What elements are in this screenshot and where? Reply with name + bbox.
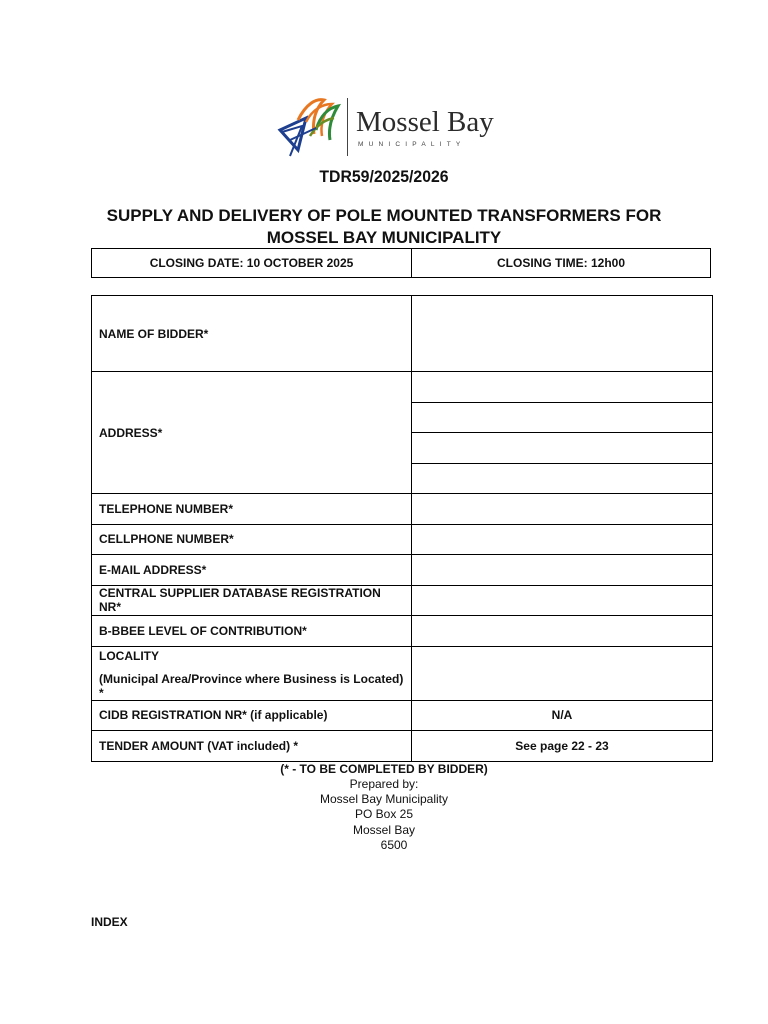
table-row (92, 296, 713, 372)
completion-note: (* - TO BE COMPLETED BY BIDDER) (280, 762, 488, 776)
name-of-bidder-field[interactable] (412, 296, 713, 372)
name-of-bidder-label: NAME OF BIDDER* (92, 296, 412, 372)
cidb-registration-value: N/A (412, 700, 713, 731)
email-label: E-MAIL ADDRESS* (92, 555, 412, 586)
address-label: ADDRESS* (92, 372, 412, 494)
locality-field[interactable] (412, 646, 713, 700)
address-line-2-field[interactable] (412, 402, 713, 433)
table-row (92, 616, 713, 647)
table-row (92, 555, 713, 586)
table-row (92, 372, 713, 403)
cidb-registration-label: CIDB REGISTRATION NR* (if applicable) (92, 700, 412, 731)
prepared-by-line-1: Mossel Bay Municipality (319, 792, 449, 807)
table-row (92, 646, 713, 700)
prepared-by-line-3: Mossel Bay (352, 822, 416, 837)
tender-reference: TDR59/2025/2026 (319, 167, 449, 186)
locality-label (92, 646, 412, 700)
email-field[interactable] (412, 555, 713, 586)
locality-title: LOCALITY (99, 648, 159, 663)
prepared-by-line-4: 6500 (380, 837, 408, 852)
title-line-2: MOSSEL BAY MUNICIPALITY (266, 228, 502, 247)
cellphone-field[interactable] (412, 524, 713, 555)
table-row (92, 731, 713, 762)
bidder-details-table (91, 295, 713, 762)
table-row (92, 524, 713, 555)
tender-amount-label: TENDER AMOUNT (VAT included) * (92, 731, 412, 762)
prepared-by-label: Prepared by: (349, 777, 419, 791)
table-row (92, 700, 713, 731)
closing-date: CLOSING DATE: 10 OCTOBER 2025 (92, 249, 412, 277)
cellphone-label: CELLPHONE NUMBER* (92, 524, 412, 555)
bbbee-level-label: B-BBEE LEVEL OF CONTRIBUTION* (92, 616, 412, 647)
index-heading: INDEX (91, 915, 128, 929)
address-line-4-field[interactable] (412, 463, 713, 494)
table-row (92, 585, 713, 616)
telephone-label: TELEPHONE NUMBER* (92, 494, 412, 525)
address-line-1-field[interactable] (412, 372, 713, 403)
csd-registration-field[interactable] (412, 585, 713, 616)
tender-amount-value: See page 22 - 23 (412, 731, 713, 762)
table-row (92, 494, 713, 525)
csd-registration-label: CENTRAL SUPPLIER DATABASE REGISTRATION NR* (92, 585, 412, 616)
title-line-1: SUPPLY AND DELIVERY OF POLE MOUNTED TRANSFORMERS FOR (106, 206, 662, 225)
closing-info-table (91, 248, 711, 278)
municipality-logo (276, 86, 494, 164)
locality-note: (Municipal Area/Province where Business is Located) * (99, 671, 404, 700)
logo-divider (347, 98, 348, 156)
closing-time: CLOSING TIME: 12h00 (496, 256, 626, 270)
logo-subtitle: MUNICIPALITY (358, 141, 466, 148)
address-line-3-field[interactable] (412, 433, 713, 464)
prepared-by-block (0, 777, 768, 853)
telephone-field[interactable] (412, 494, 713, 525)
bbbee-level-field[interactable] (412, 616, 713, 647)
logo-name: Mossel Bay (356, 106, 494, 138)
mossel-bay-logo-icon (276, 90, 344, 160)
document-title (60, 205, 708, 249)
prepared-by-line-2: PO Box 25 (354, 807, 414, 822)
